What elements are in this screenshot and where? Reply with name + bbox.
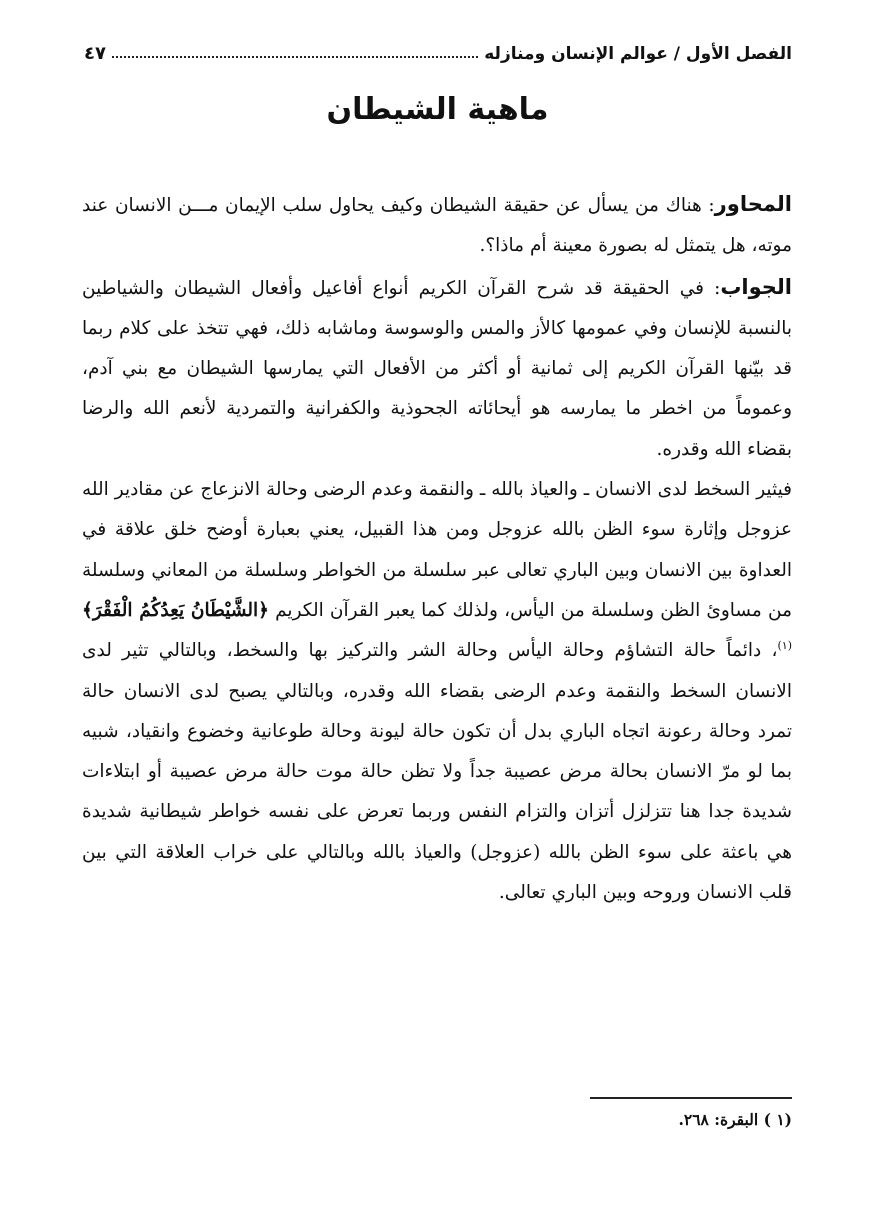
quran-quote: ﴿الشَّيْطَانُ يَعِدُكُمُ الْفَقْرَ﴾ xyxy=(82,599,269,621)
question-label: المحاور xyxy=(714,192,792,216)
question-paragraph xyxy=(82,184,792,267)
section-title: ماهية الشيطان xyxy=(326,92,549,127)
page-number: ٤٧ xyxy=(84,43,106,64)
answer-label: الجواب xyxy=(720,274,792,299)
footnote-reference: (١) xyxy=(777,639,792,653)
paragraph-text-before: فيثير السخط لدى الانسان ـ والعياذ بالله ـ والنقمة وعدم الرضى وحالة الانزعاج عن مقادير الله عزوجل وإثارة سوء الظن بالله عزوجل ومن هذا القبيل، يعني بعبارة أوضح خلق علاقة في العداوة بين الانسان وبين الباري تعالى عبر سلسلة من الخواطر وسلسلة من المعاني وسلسلة من مساوئ الظن وسلسلة من اليأس، ولذلك كما يعبر القرآن الكريم xyxy=(82,479,792,621)
running-title: الفصل الأول / عوالم الإنسان ومنازله xyxy=(484,44,792,64)
body-paragraph xyxy=(82,470,792,913)
question-text: : هناك من يسأل عن حقيقة الشيطان وكيف يحاول سلب الإيمان مـــن الانسان عند موته، هل يتمثل له بصورة معينة أم ماذا؟. xyxy=(82,195,792,257)
footnote: (١ ) البقرة: ٢٦٨. xyxy=(678,1110,792,1129)
footnote-divider xyxy=(590,1097,792,1099)
body-text xyxy=(82,184,792,913)
answer-text: : في الحقيقة قد شرح القرآن الكريم أنواع أفاعيل وأفعال الشيطان والشياطين بالنسبة للإنسان وفي عمومها كالأز والمس والوسوسة وماشابه ذلك، فهي تتخذ على كلام ربما قد بيّنها القرآن الكريم إلى ثمانية أو أكثر من الأفعال التي يمارسها الشيطان مع بني آدم، وعموماً من اخطر ما يمارسه هو أيحائاته الجحوذية والكفرانية والتمردية لأنعم الله والرضا بقضاء الله وقدره. xyxy=(82,277,792,460)
answer-paragraph xyxy=(82,267,792,470)
paragraph-text-after: ، دائماً حالة التشاؤم وحالة اليأس وحالة الشر والتركيز بها والسخط، وبالتالي تثير لدى الانسان السخط والنقمة وعدم الرضى بقضاء الله وقدره، وبالتالي يصبح لدى الانسان حالة تمرد وحالة رعونة اتجاه الباري بدل أن تكون حالة ليونة وحالة طوعانية وخضوع وانقياد، شبيه بما لو مرّ الانسان بحالة مرض عصيبة جداً ولا تظن حالة موت حالة مرض عصيبة أو ابتلاءات شديدة جدا هنا تتزلزل أتزان والتزام النفس وربما تعرض على نفسه خواطر شيطانية شديدة هي باعثة على سوء الظن بالله (عزوجل) والعياذ بالله وبالتالي على خراب العلاقة التي بين قلب الانسان وروحه وبين الباري تعالى. xyxy=(82,640,792,904)
leader-dots xyxy=(112,56,478,58)
running-header xyxy=(84,34,792,64)
